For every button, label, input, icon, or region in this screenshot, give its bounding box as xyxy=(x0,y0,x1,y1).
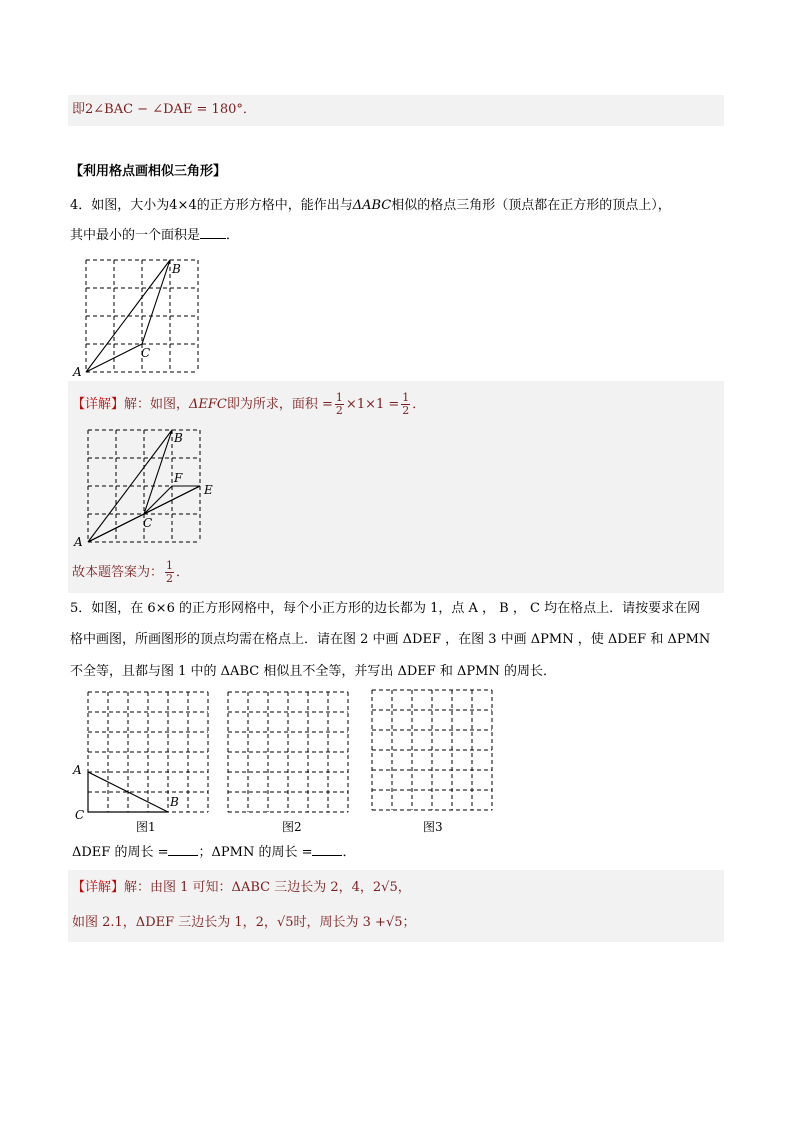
q5-label-c: C xyxy=(75,808,85,822)
q4-fraction-half-result xyxy=(401,392,410,417)
q5-sqrt5-a: √5 xyxy=(381,880,398,895)
q4-ans-num: 1 xyxy=(166,559,174,572)
q4-ans-den: 2 xyxy=(166,572,174,585)
q4-sol-label-c: C xyxy=(143,516,153,530)
q4-final-answer xyxy=(72,560,189,585)
q4-line2-period: ． xyxy=(226,228,240,243)
q5-label-b: B xyxy=(170,795,179,809)
previous-answer-line: 即2∠BAC − ∠DAE = 180°． xyxy=(72,102,256,117)
q4-sol-label-e: E xyxy=(204,483,213,497)
q5-detail2-end: ； xyxy=(402,915,416,930)
q5-detail2-a: 如图 2.1，ΔDEF 三边长为 1，2， xyxy=(72,915,277,930)
q5-figures xyxy=(70,686,510,836)
q4-sol-label-f: F xyxy=(174,471,183,485)
q4-answer-fraction xyxy=(165,560,174,585)
q4-number: 4． xyxy=(70,198,92,213)
q4-triangle-efc: ΔEFC xyxy=(189,397,227,412)
q5-def-perimeter-blank xyxy=(168,843,198,856)
q5-line1 xyxy=(70,599,700,619)
q4-answer-period: ． xyxy=(176,565,190,580)
q4-detail-b: 即为所求，面积 = xyxy=(226,397,333,412)
q4-label-a: A xyxy=(73,365,82,379)
q5-fill-b: ΔPMN 的周长 = xyxy=(211,845,313,860)
q4-line2-text: 其中最小的一个面积是 xyxy=(70,228,201,243)
q4-frac-den: 2 xyxy=(335,404,343,417)
q4-detail-a: 解：如图， xyxy=(124,397,190,412)
q4-figure-grid xyxy=(70,255,210,380)
q4-answer-label: 故本题答案为： xyxy=(72,565,164,580)
q5-line2: 格中画图，所画图形的顶点均需在格点上．请在图 2 中画 ΔDEF ，在图 3 中画 ΔPMN ，使 ΔDEF 和 ΔPMN xyxy=(70,632,711,647)
q5-fill-sep: ； xyxy=(198,845,212,860)
q5-figure2-grid xyxy=(228,692,348,812)
q4-line1-a: 如图，大小为4×4的正方形方格中，能作出与 xyxy=(91,198,353,213)
section-heading: 【利用格点画相似三角形】 xyxy=(70,164,227,179)
q5-caption-3: 图3 xyxy=(423,820,443,834)
q4-detail-tag: 【详解】 xyxy=(72,397,125,412)
q4-solution-figure xyxy=(70,424,230,549)
q5-fill-a: ΔDEF 的周长 = xyxy=(72,845,169,860)
q4-detail-line xyxy=(72,392,425,417)
q5-detail-line1 xyxy=(72,878,411,898)
q4-answer-blank xyxy=(200,226,226,239)
q5-pmn-perimeter-blank xyxy=(312,843,342,856)
q5-detail-line2 xyxy=(72,913,416,933)
q4-frac2-den: 2 xyxy=(402,404,410,417)
q4-label-b: B xyxy=(172,262,181,276)
q4-frac-num: 1 xyxy=(335,391,343,404)
q4-sol-label-b: B xyxy=(174,431,183,445)
q5-fill-line xyxy=(72,843,356,863)
q4-label-c: C xyxy=(141,346,151,360)
q4-fraction-half xyxy=(335,392,344,417)
q4-triangle-abc: ΔABC xyxy=(352,198,392,213)
q4-sol-label-a: A xyxy=(74,535,83,549)
q5-figure1-grid xyxy=(88,692,208,812)
q5-detail1-text: 解：由图 1 可知：ΔABC 三边长为 2，4，2 xyxy=(124,880,382,895)
q5-line1-text: 如图，在 6×6 的正方形网格中，每个小正方形的边长都为 1，点 A ， B ， C 均在格点上．请按要求在网 xyxy=(91,601,701,616)
q5-figure3-grid xyxy=(372,690,492,810)
q4-line1 xyxy=(70,196,671,216)
q5-detail2-b: 时，周长为 3 + xyxy=(293,915,386,930)
q4-detail-period: ． xyxy=(412,397,426,412)
q5-caption-1: 图1 xyxy=(136,820,156,834)
q5-caption-2: 图2 xyxy=(282,820,302,834)
q5-label-a: A xyxy=(73,763,82,777)
q5-fill-end: ． xyxy=(342,845,356,860)
q4-frac2-num: 1 xyxy=(402,391,410,404)
q5-sqrt5-b: √5 xyxy=(276,915,294,930)
q5-number: 5． xyxy=(70,601,92,616)
q5-detail-tag: 【详解】 xyxy=(72,880,125,895)
q4-line2 xyxy=(70,226,239,246)
q5-line3: 不全等，且都与图 1 中的 ΔABC 相似且不全等，并写出 ΔDEF 和 ΔPMN 的周长． xyxy=(70,664,556,679)
q4-detail-times: ×1×1 = xyxy=(345,397,400,412)
q5-sqrt5-c: √5 xyxy=(385,915,403,930)
q4-line1-b: 相似的格点三角形（顶点都在正方形的顶点上）， xyxy=(391,198,671,213)
q5-detail1-end: ， xyxy=(397,880,411,895)
